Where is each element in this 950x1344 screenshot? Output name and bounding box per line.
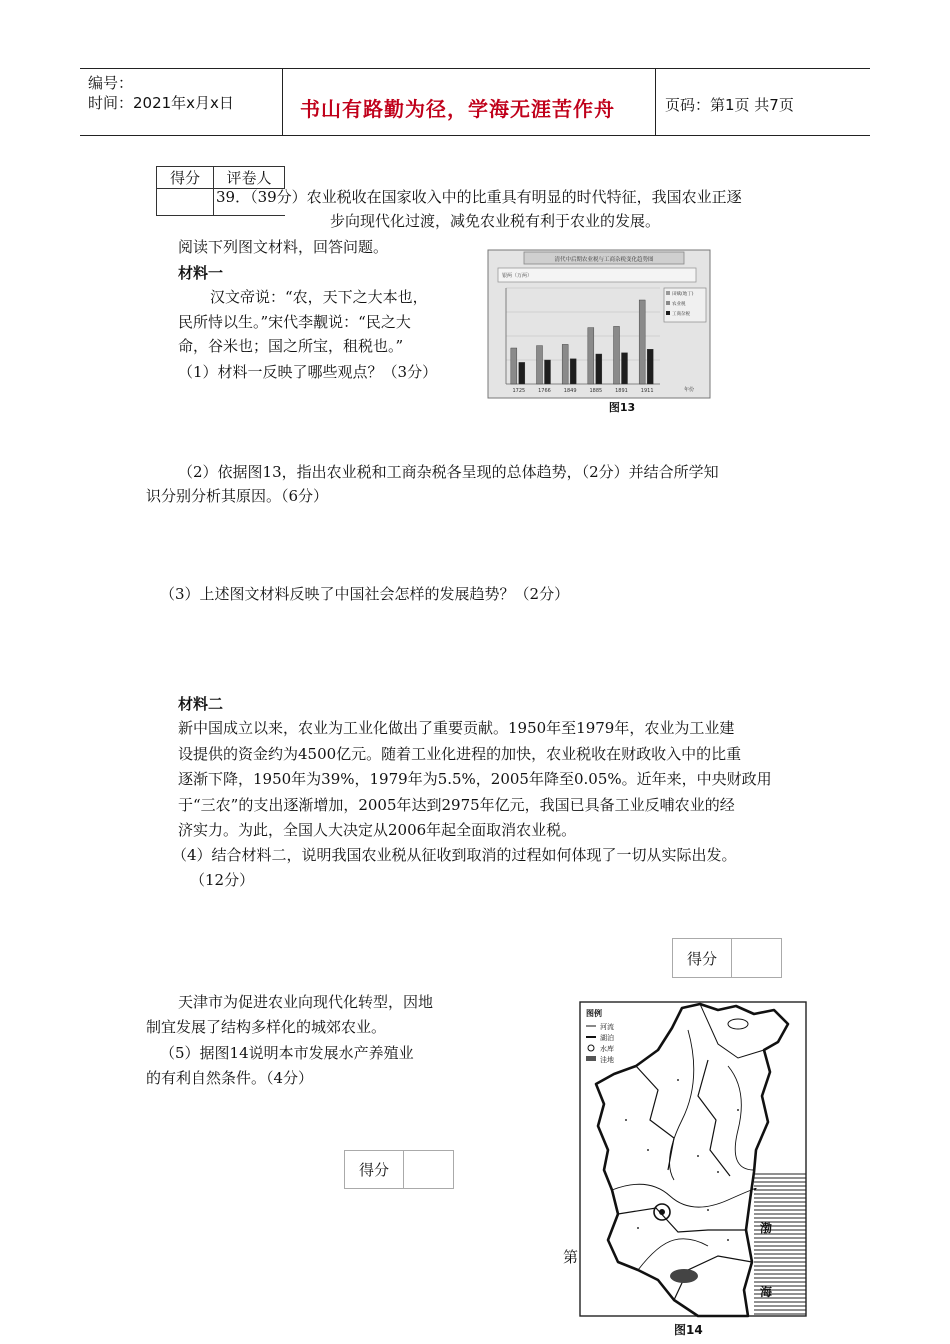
tianjin-line2: 制宜发展了结构多样化的城郊农业。 [146,1018,387,1036]
sea-label-top: 渤 [760,1221,773,1235]
header-serial: 编号： [88,74,134,92]
figure13-caption: 图13 [608,401,636,414]
material2-line4: 于“三农”的支出逐渐增加，2005年达到2975年亿元，我国已具备工业反哺农业的经 [178,796,735,814]
chart-bar-agri-1891 [614,326,620,384]
chart-bar-commerce-1885 [596,354,602,384]
material2-line5: 济实力。为此，全国人大决定从2006年起全面取消农业税。 [178,821,577,839]
material1-line2: 民所恃以生。”宋代李觏说：“民之大 [178,313,411,331]
map-legend-depression: 洼地 [600,1056,614,1064]
chart-unit: 银两（万两） [502,273,533,279]
map-legend-reservoir: 水库 [600,1045,614,1053]
header-bottom-rule [80,135,870,136]
header-divider-left [282,68,283,135]
q2-line1: （2）依据图13，指出农业税和工商杂税各呈现的总体趋势，（2分）并结合所学知 [178,463,719,481]
sea-label-bottom: 海 [760,1285,773,1299]
score-box-2-label: 得分 [345,1151,404,1188]
chart-bar-commerce-1725 [519,362,525,384]
map-reservoir [670,1269,698,1283]
chart-x-tick-1849: 1849 [563,388,577,394]
legend-agri-label: 农业税 [672,302,686,307]
q5-line2: 的有利自然条件。（4分） [146,1069,314,1087]
score-box-1-label: 得分 [673,939,732,977]
map-legend-river: 河流 [600,1023,614,1031]
score-box-1-input[interactable] [732,939,781,977]
material1-line3: 命，谷米也；国之所宝，租税也。” [178,337,404,355]
map-legend-lake: 湖泊 [600,1034,614,1042]
figure14-map [578,1000,810,1340]
q4-line1: （4）结合材料二，说明我国农业税从征收到取消的过程如何体现了一切从实际出发。 [172,846,737,864]
tianjin-line1: 天津市为促进农业向现代化转型，因地 [178,993,434,1011]
material1-title: 材料一 [178,264,224,282]
header-motto: 书山有路勤为径，学海无涯苦作舟 [300,97,615,121]
map-legend-title: 图例 [586,1009,602,1018]
legend-swatch-agri [666,301,670,305]
legend-commerce-label: 工商杂税 [672,312,690,317]
chart-title: 清代中后期农业税与工商杂税变化趋势图 [554,257,654,263]
material2-title: 材料二 [178,695,224,713]
q39-line2: 步向现代化过渡，减免农业税有利于农业的发展。 [330,212,661,230]
score-box-2 [344,1150,454,1189]
chart-x-tick-1766: 1766 [538,388,551,394]
header-divider-right [655,68,656,135]
figure13-chart [484,248,714,418]
score-box-1 [672,938,782,978]
score-header: 得分 [157,167,214,189]
header-page-info: 页码：第1页 共7页 [665,96,794,114]
header-top-rule [80,68,870,69]
header-date: 时间：2021年x月x日 [88,94,234,112]
chart-x-tick-1911: 1911 [640,388,654,394]
legend-swatch-mark [666,291,670,295]
score-cell[interactable] [157,189,214,216]
figure14-caption: 图14 [674,1323,703,1337]
chart-bar-agri-1766 [537,346,543,384]
q2-line2: 识分别分析其原因。（6分） [146,487,329,505]
chart-bar-commerce-1766 [545,360,551,384]
question-3: （3）上述图文材料反映了中国社会怎样的发展趋势？（2分） [160,585,570,603]
chart-bar-agri-1911 [639,300,645,384]
chart-bar-commerce-1891 [622,353,628,384]
legend-swatch-commerce [666,311,670,315]
chart-bar-commerce-1849 [570,359,576,384]
chart-bar-commerce-1911 [647,349,653,384]
stray-char: 第 [563,1248,579,1266]
grader-header: 评卷人 [214,167,285,189]
q39-line1: 39．（39分）农业税收在国家收入中的比重具有明显的时代特征，我国农业正逐 [216,188,742,206]
chart-bar-agri-1849 [562,344,568,384]
material2-line1: 新中国成立以来，农业为工业化做出了重要贡献。1950年至1979年，农业为工业建 [178,719,735,737]
q5-line1: （5）据图14说明本市发展水产养殖业 [160,1044,414,1062]
question-1: （1）材料一反映了哪些观点？（3分） [178,363,438,381]
chart-x-tick-1891: 1891 [615,388,628,394]
chart-x-tick-1885: 1885 [589,388,603,394]
q4-line2: （12分） [190,871,255,889]
legend-mark-label: 田赋(地丁) [672,292,694,297]
chart-x-label: 年份 [684,387,695,393]
q39-instruction: 阅读下列图文材料，回答问题。 [178,238,389,256]
material1-line1: 汉文帝说：“农，天下之大本也， [210,288,428,306]
chart-x-tick-1725: 1725 [512,388,526,394]
material2-line3: 逐渐下降，1950年为39%，1979年为5.5%，2005年降至0.05%。近年来，中央财政用 [178,770,772,788]
score-box-2-input[interactable] [404,1151,453,1188]
chart-bar-agri-1725 [511,348,517,384]
material2-line2: 设提供的资金约为4500亿元。随着工业化进程的加快，农业税收在财政收入中的比重 [178,745,742,763]
chart-bar-agri-1885 [588,328,594,384]
